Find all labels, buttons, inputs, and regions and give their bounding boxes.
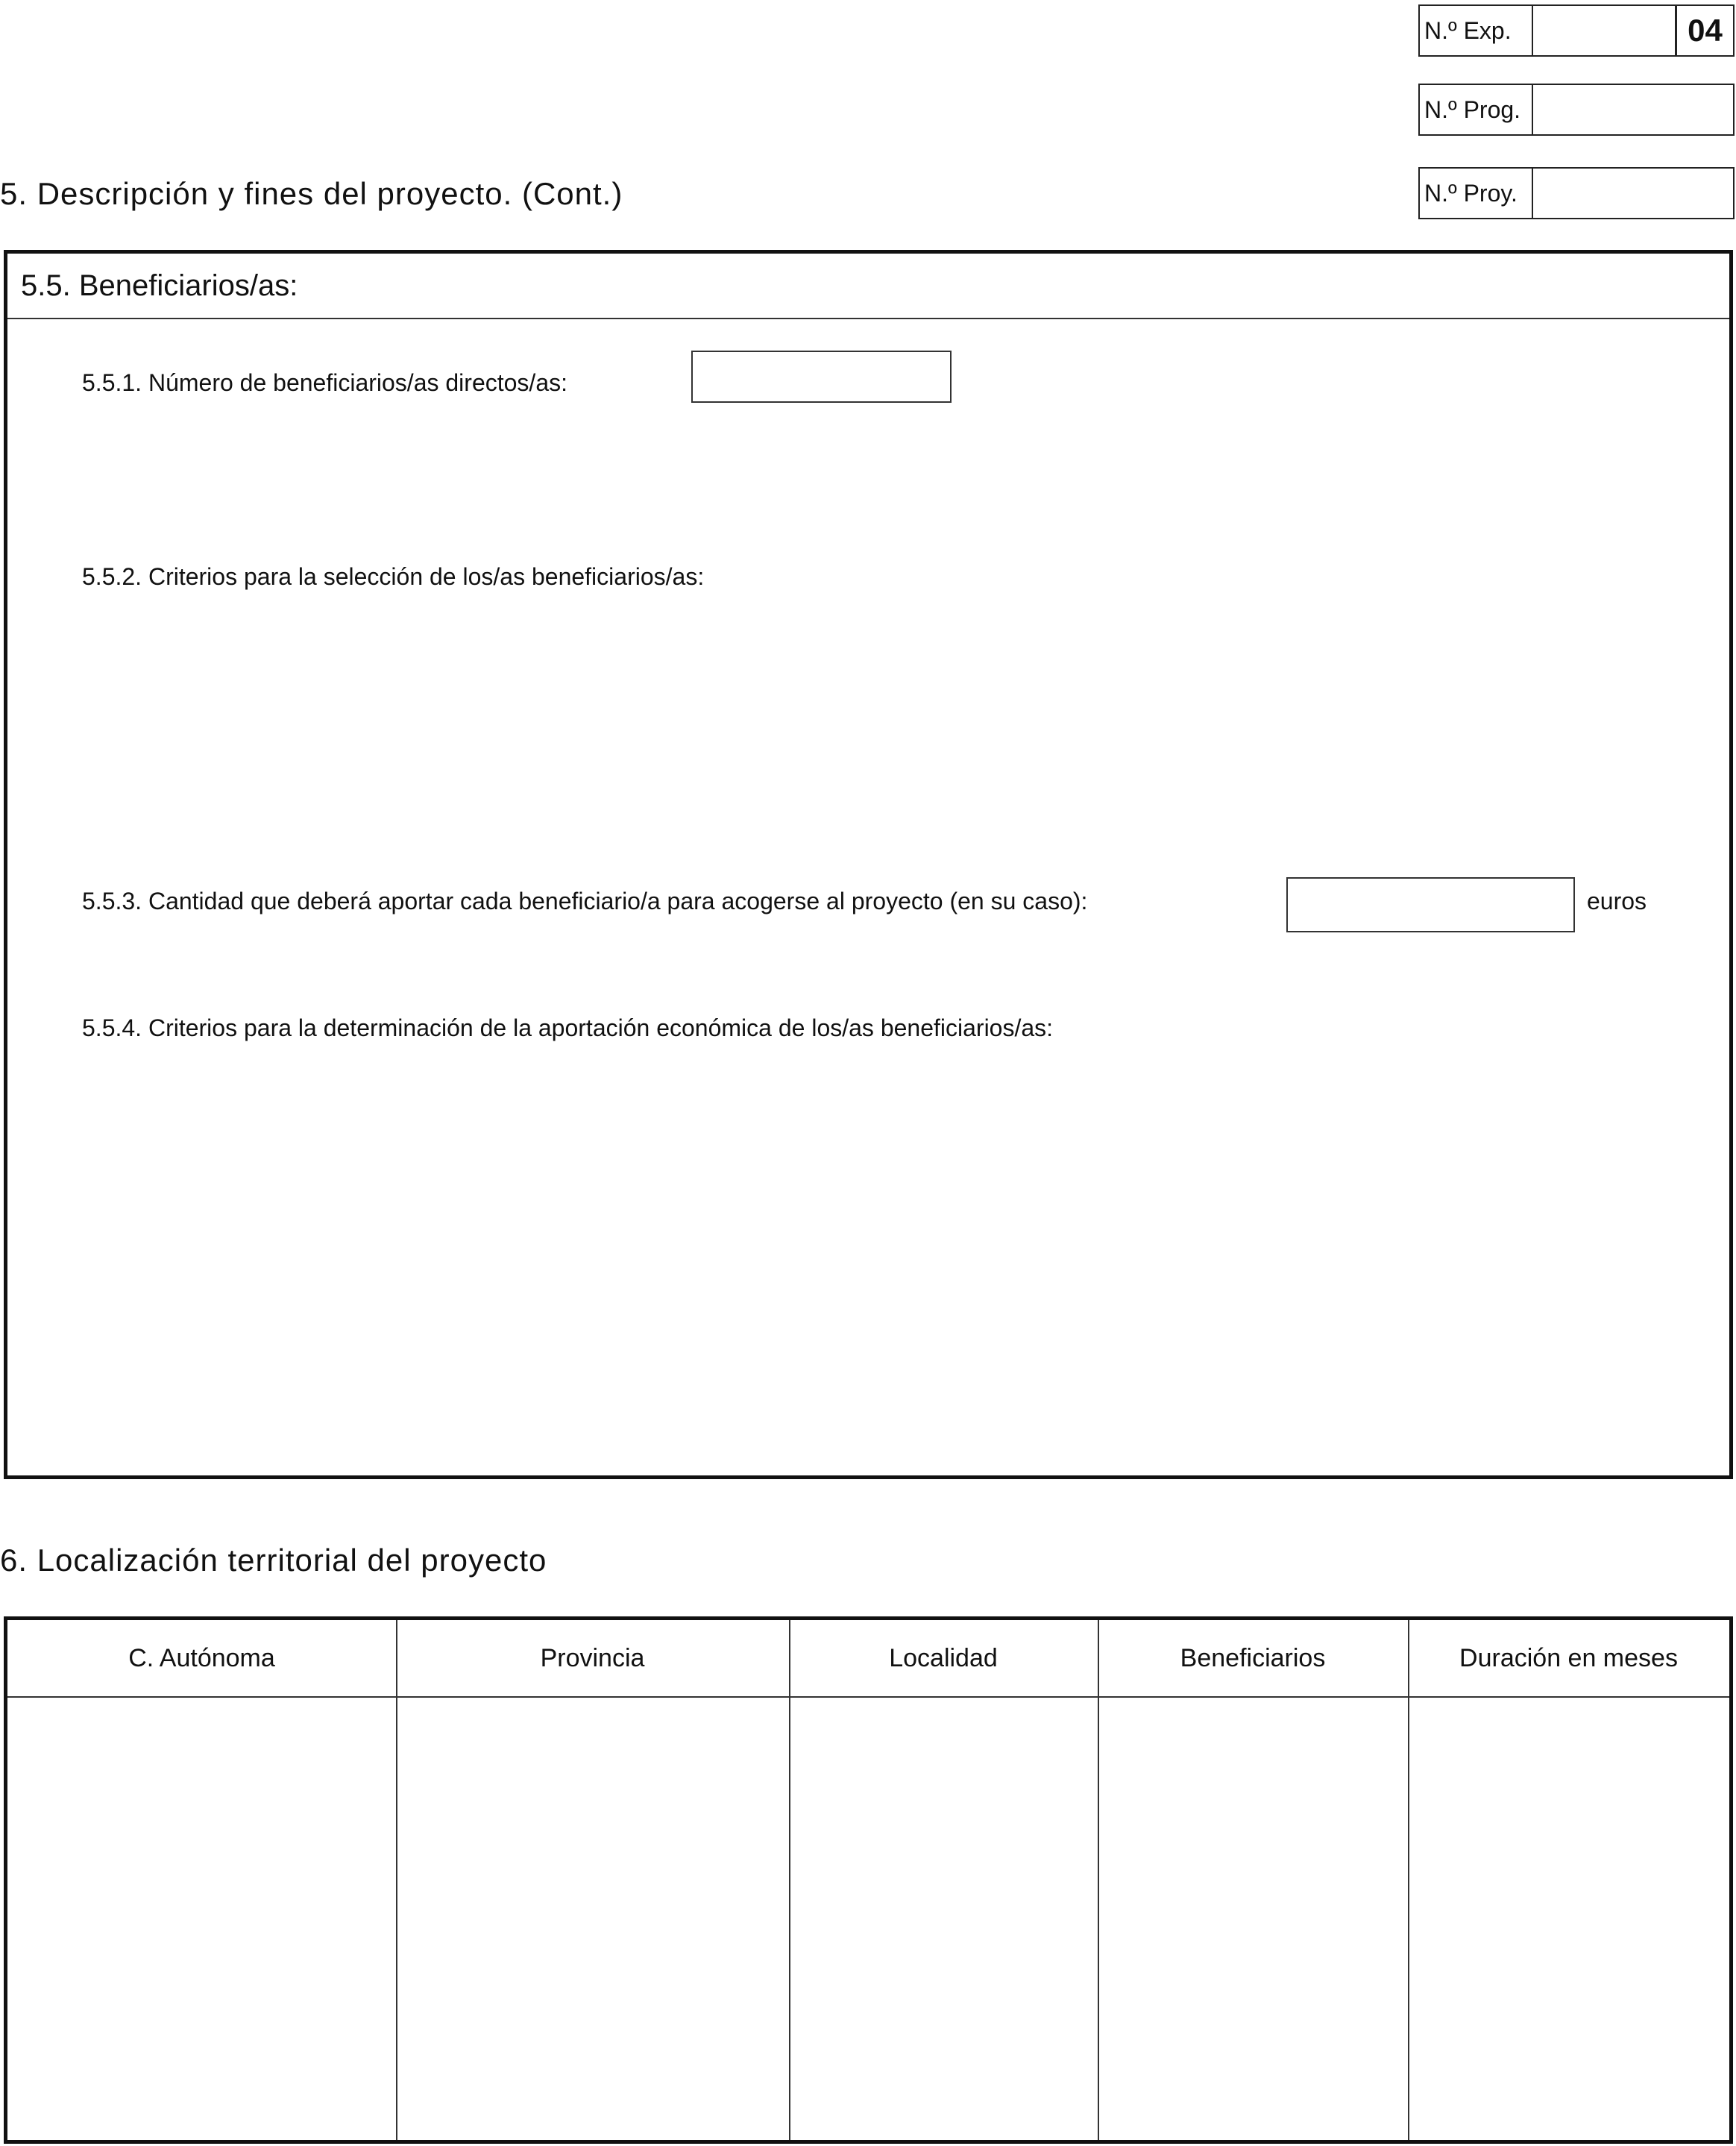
exp-code: 04 <box>1675 6 1733 55</box>
question-5-5-3: 5.5.3. Cantidad que deberá aportar cada beneficiario/a para acogerse al proyecto (en su caso): <box>82 888 1088 914</box>
beneficiarios-panel <box>4 250 1733 1479</box>
column-header-duracion: Duración en meses <box>1459 1643 1678 1672</box>
cell-beneficiarios[interactable] <box>1099 1698 1408 2140</box>
column-header-provincia: Provincia <box>540 1643 645 1672</box>
selection-criteria-area[interactable] <box>82 604 1648 1082</box>
question-5-5-1: 5.5.1. Número de beneficiarios/as directos/as: <box>82 369 567 396</box>
proy-number-box <box>1418 167 1735 219</box>
section-5-title: 5. Descripción y fines del proyecto. (Cont.) <box>0 176 623 211</box>
cell-localidad[interactable] <box>790 1698 1098 2140</box>
cell-provincia[interactable] <box>397 1698 789 2140</box>
question-5-5-4: 5.5.4. Criterios para la determinación de la aportación económica de los/as beneficiarios/as: <box>82 1014 1054 1041</box>
column-header-beneficiarios: Beneficiarios <box>1180 1643 1326 1672</box>
exp-number-label: N.º Exp. <box>1420 6 1533 55</box>
location-table <box>4 1616 1733 2144</box>
location-table-header <box>7 1620 1729 1698</box>
proy-number-label: N.º Proy. <box>1420 169 1533 218</box>
contribution-criteria-area[interactable] <box>82 1055 1648 1458</box>
exp-number-box <box>1418 4 1735 57</box>
exp-number-field[interactable] <box>1533 6 1733 55</box>
direct-beneficiaries-input[interactable] <box>691 351 952 403</box>
cell-c-autonoma[interactable] <box>7 1698 396 2140</box>
prog-number-field[interactable] <box>1533 85 1733 134</box>
euros-unit: euros <box>1587 888 1647 914</box>
section-6-title: 6. Localización territorial del proyecto <box>0 1543 547 1578</box>
beneficiarios-heading: 5.5. Beneficiarios/as: <box>7 254 1729 319</box>
column-header-localidad: Localidad <box>889 1643 998 1672</box>
column-header-c-autonoma: C. Autónoma <box>128 1643 275 1672</box>
proy-number-field[interactable] <box>1533 169 1733 218</box>
contribution-amount-input[interactable] <box>1286 877 1575 932</box>
question-5-5-2: 5.5.2. Criterios para la selección de los/as beneficiarios/as: <box>82 563 705 590</box>
prog-number-box <box>1418 84 1735 136</box>
prog-number-label: N.º Prog. <box>1420 85 1533 134</box>
cell-duracion[interactable] <box>1409 1698 1729 2140</box>
